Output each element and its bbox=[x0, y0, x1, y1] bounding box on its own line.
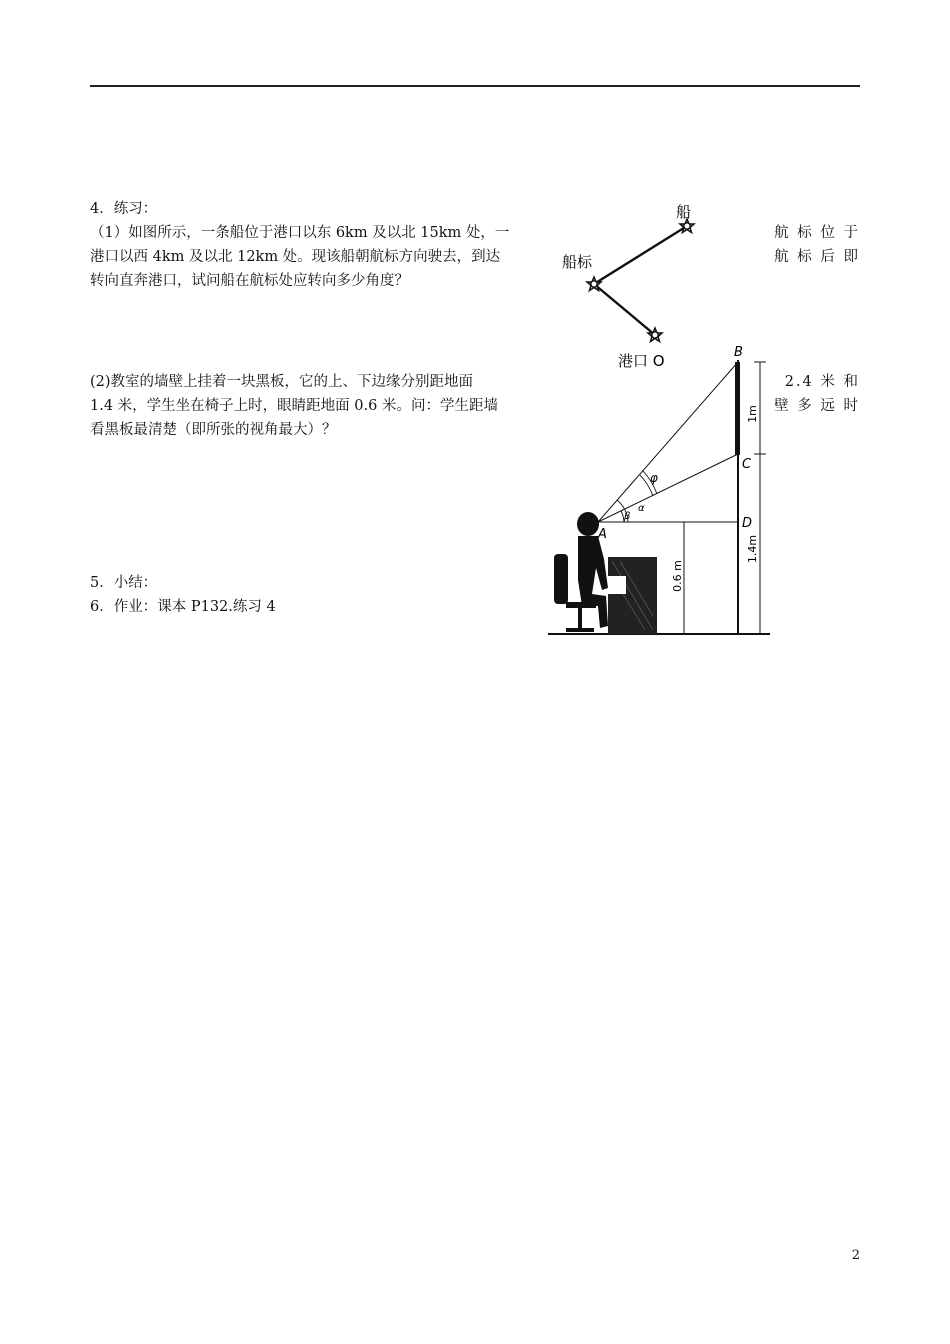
question-1-line-3: 转向直奔港口，试问船在航标处应转向多少角度？ bbox=[90, 273, 409, 289]
question-2-line-1: (2)教室的墙壁上挂着一块黑板，它的上、下边缘分别距地面 bbox=[90, 374, 474, 390]
sight-line-c bbox=[598, 454, 738, 522]
header-rule bbox=[90, 85, 860, 87]
section-6-homework: 6．作业：课本 P132.练习 4 bbox=[90, 599, 276, 615]
label-b: B bbox=[734, 345, 743, 360]
question-2-line-3: 看黑板最清楚（即所张的视角最大）？ bbox=[90, 422, 337, 438]
blackboard-angle-diagram bbox=[548, 344, 770, 640]
question-1-line-1: （1）如图所示，一条船位于港口以东 6km 及以北 15km 处，一 bbox=[90, 225, 510, 241]
question-1-line-2-tail: 航 标 后 即 bbox=[774, 249, 860, 265]
beacon-to-port-line bbox=[594, 284, 655, 335]
question-2-line-2: 1.4 米，学生坐在椅子上时，眼睛距地面 0.6 米。问：学生距墙 bbox=[90, 398, 498, 414]
label-c: C bbox=[742, 457, 752, 472]
question-2-line-2-tail: 壁 多 远 时 bbox=[774, 398, 860, 414]
label-phi: φ bbox=[650, 471, 658, 485]
label-alpha: α bbox=[638, 503, 645, 514]
label-a: A bbox=[598, 527, 607, 542]
ship-to-beacon-line bbox=[594, 226, 687, 284]
dim-label-14m: 1.4m bbox=[746, 534, 759, 564]
port-label: 港口 O bbox=[618, 352, 665, 370]
sight-line-b bbox=[598, 362, 738, 522]
question-1-line-1-tail: 航 标 位 于 bbox=[774, 225, 860, 241]
beacon-label: 船标 bbox=[562, 253, 593, 271]
ship-label: 船 bbox=[676, 203, 692, 221]
ship-marker-icon bbox=[680, 219, 694, 233]
label-beta: β bbox=[624, 511, 631, 522]
paper-rect bbox=[608, 576, 626, 594]
section-4-heading: 4．练习： bbox=[90, 201, 158, 217]
dim-label-1m: 1m bbox=[746, 405, 759, 423]
section-5-heading: 5．小结： bbox=[90, 575, 158, 591]
label-d: D bbox=[742, 516, 753, 531]
question-1-line-2: 港口以西 4km 及以北 12km 处。现该船朝航标方向驶去，到达 bbox=[90, 249, 501, 265]
page-number: 2 bbox=[851, 1248, 860, 1263]
dim-label-06m: 0.6 m bbox=[671, 560, 684, 592]
blackboard-rect bbox=[735, 362, 740, 455]
question-2-line-1-tail: 2.4 米 和 bbox=[784, 374, 860, 390]
